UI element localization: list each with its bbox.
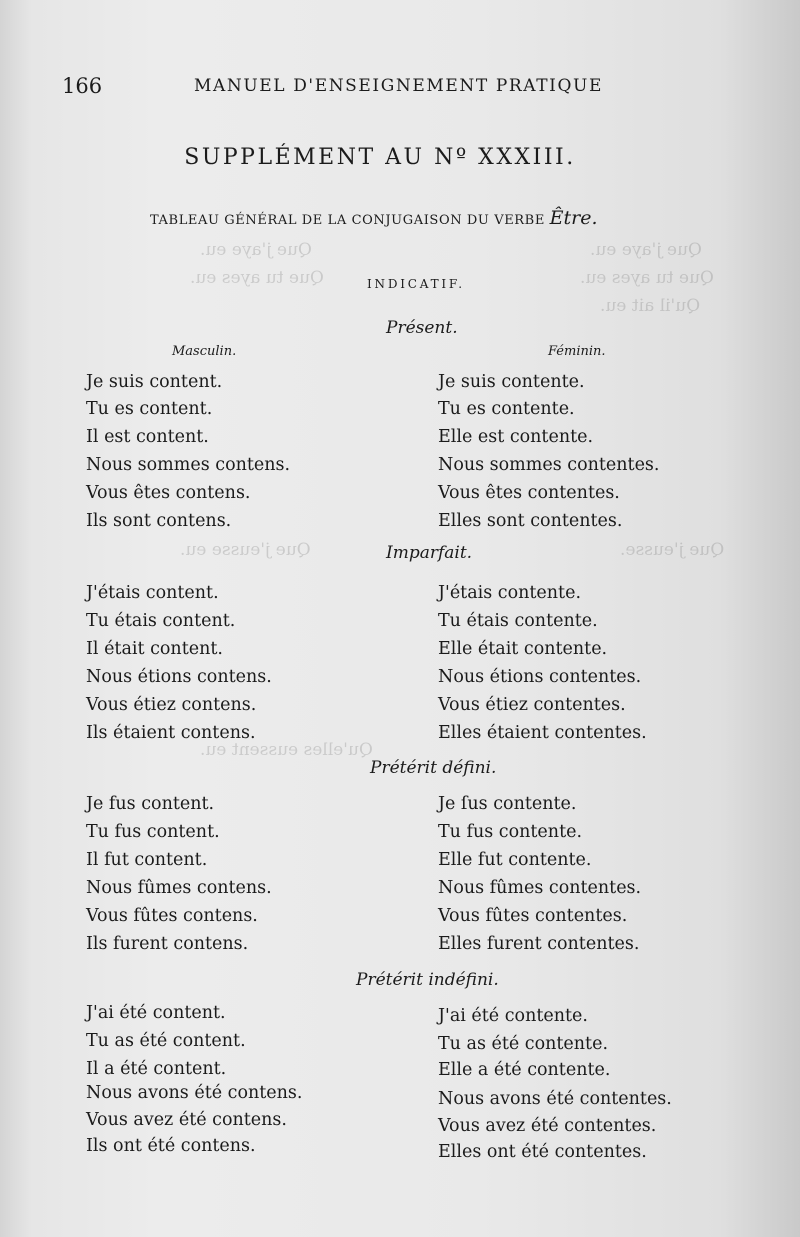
conjugation-line: Vous fûtes contentes. bbox=[438, 906, 628, 926]
conjugation-line: Ils furent contens. bbox=[86, 934, 249, 954]
conjugation-line: Elle était contente. bbox=[438, 639, 608, 659]
conjugation-line: J'étais content. bbox=[86, 583, 219, 603]
conjugation-line: Nous avons été contens. bbox=[86, 1083, 303, 1103]
conjugation-line: Ils sont contens. bbox=[86, 511, 232, 531]
tense-heading-preterit-defini: Prétérit défini. bbox=[370, 758, 497, 778]
conjugation-line: Nous fûmes contentes. bbox=[438, 878, 642, 898]
conjugation-line: Nous étions contens. bbox=[86, 667, 272, 687]
bleed-through-text: Que j'aye eu. bbox=[200, 240, 312, 260]
feminine-heading: Féminin. bbox=[548, 344, 606, 359]
bleed-through-text: Que tu ayes eu. bbox=[190, 268, 324, 288]
subtitle-verb: Être. bbox=[549, 207, 598, 229]
conjugation-line: Vous êtes contentes. bbox=[438, 483, 620, 503]
bleed-through-text: Qu'il ait eu. bbox=[600, 296, 701, 316]
conjugation-line: Ils ont été contens. bbox=[86, 1136, 256, 1156]
conjugation-line: Elles furent contentes. bbox=[438, 934, 640, 954]
table-subtitle bbox=[150, 207, 740, 229]
masculine-heading: Masculin. bbox=[172, 344, 237, 359]
conjugation-line: Vous avez été contens. bbox=[86, 1110, 287, 1130]
bleed-through-text: Que j'eusse. bbox=[620, 540, 725, 560]
conjugation-line: J'ai été contente. bbox=[438, 1006, 588, 1026]
bleed-through-text: Que j'aye eu. bbox=[590, 240, 702, 260]
conjugation-line: Il fut content. bbox=[86, 850, 208, 870]
mood-heading: INDICATIF. bbox=[367, 277, 465, 291]
conjugation-line: Tu es contente. bbox=[438, 399, 575, 419]
conjugation-line: Il est content. bbox=[86, 427, 209, 447]
conjugation-line: Il a été content. bbox=[86, 1059, 227, 1079]
conjugation-line: Tu étais contente. bbox=[438, 611, 598, 631]
supplement-title: SUPPLÉMENT AU Nº XXXIII. bbox=[184, 145, 576, 170]
conjugation-line: Ils étaient contens. bbox=[86, 723, 256, 743]
conjugation-line: Je fus content. bbox=[86, 794, 215, 814]
conjugation-line: Je suis contente. bbox=[438, 372, 585, 392]
conjugation-line: Tu as été contente. bbox=[438, 1034, 609, 1054]
running-title: MANUEL D'ENSEIGNEMENT PRATIQUE bbox=[194, 76, 603, 96]
page-header bbox=[62, 74, 662, 104]
bleed-through-text: Que tu ayes eu. bbox=[580, 268, 714, 288]
conjugation-line: Vous étiez contentes. bbox=[438, 695, 626, 715]
conjugation-line: J'étais contente. bbox=[438, 583, 582, 603]
tense-heading-preterit-indefini: Prétérit indéfini. bbox=[356, 970, 499, 990]
conjugation-line: Tu étais content. bbox=[86, 611, 236, 631]
conjugation-line: Nous fûmes contens. bbox=[86, 878, 272, 898]
tense-heading-imparfait: Imparfait. bbox=[386, 543, 473, 563]
conjugation-line: Vous étiez contens. bbox=[86, 695, 257, 715]
conjugation-line: Elle est contente. bbox=[438, 427, 594, 447]
conjugation-line: Elles ont été contentes. bbox=[438, 1142, 647, 1162]
conjugation-line: Il était content. bbox=[86, 639, 223, 659]
conjugation-line: Nous avons été contentes. bbox=[438, 1089, 672, 1109]
conjugation-line: Je ſus contente. bbox=[438, 794, 577, 814]
conjugation-line: Tu fus content. bbox=[86, 822, 220, 842]
conjugation-line: Nous étions contentes. bbox=[438, 667, 642, 687]
conjugation-line: Je suis content. bbox=[86, 372, 223, 392]
conjugation-line: J'ai été content. bbox=[86, 1003, 226, 1023]
conjugation-line: Vous avez été contentes. bbox=[438, 1116, 657, 1136]
conjugation-line: Tu as été content. bbox=[86, 1031, 246, 1051]
conjugation-line: Tu es content. bbox=[86, 399, 213, 419]
conjugation-line: Vous fûtes contens. bbox=[86, 906, 258, 926]
conjugation-line: Elle a été contente. bbox=[438, 1060, 611, 1080]
conjugation-line: Elles étaient contentes. bbox=[438, 723, 647, 743]
bleed-through-text: Qu'elles eussent eu. bbox=[200, 740, 373, 760]
subtitle-text: TABLEAU GÉNÉRAL DE LA CONJUGAISON DU VERBE bbox=[150, 213, 545, 228]
page-number: 166 bbox=[62, 74, 103, 98]
conjugation-line: Elles sont contentes. bbox=[438, 511, 623, 531]
conjugation-line: Nous sommes contentes. bbox=[438, 455, 660, 475]
conjugation-line: Tu fus contente. bbox=[438, 822, 583, 842]
bleed-through-text: Que j'eusse eu. bbox=[180, 540, 311, 560]
conjugation-line: Elle fut contente. bbox=[438, 850, 592, 870]
conjugation-line: Nous sommes contens. bbox=[86, 455, 291, 475]
conjugation-line: Vous êtes contens. bbox=[86, 483, 251, 503]
tense-heading-present: Présent. bbox=[386, 318, 458, 338]
